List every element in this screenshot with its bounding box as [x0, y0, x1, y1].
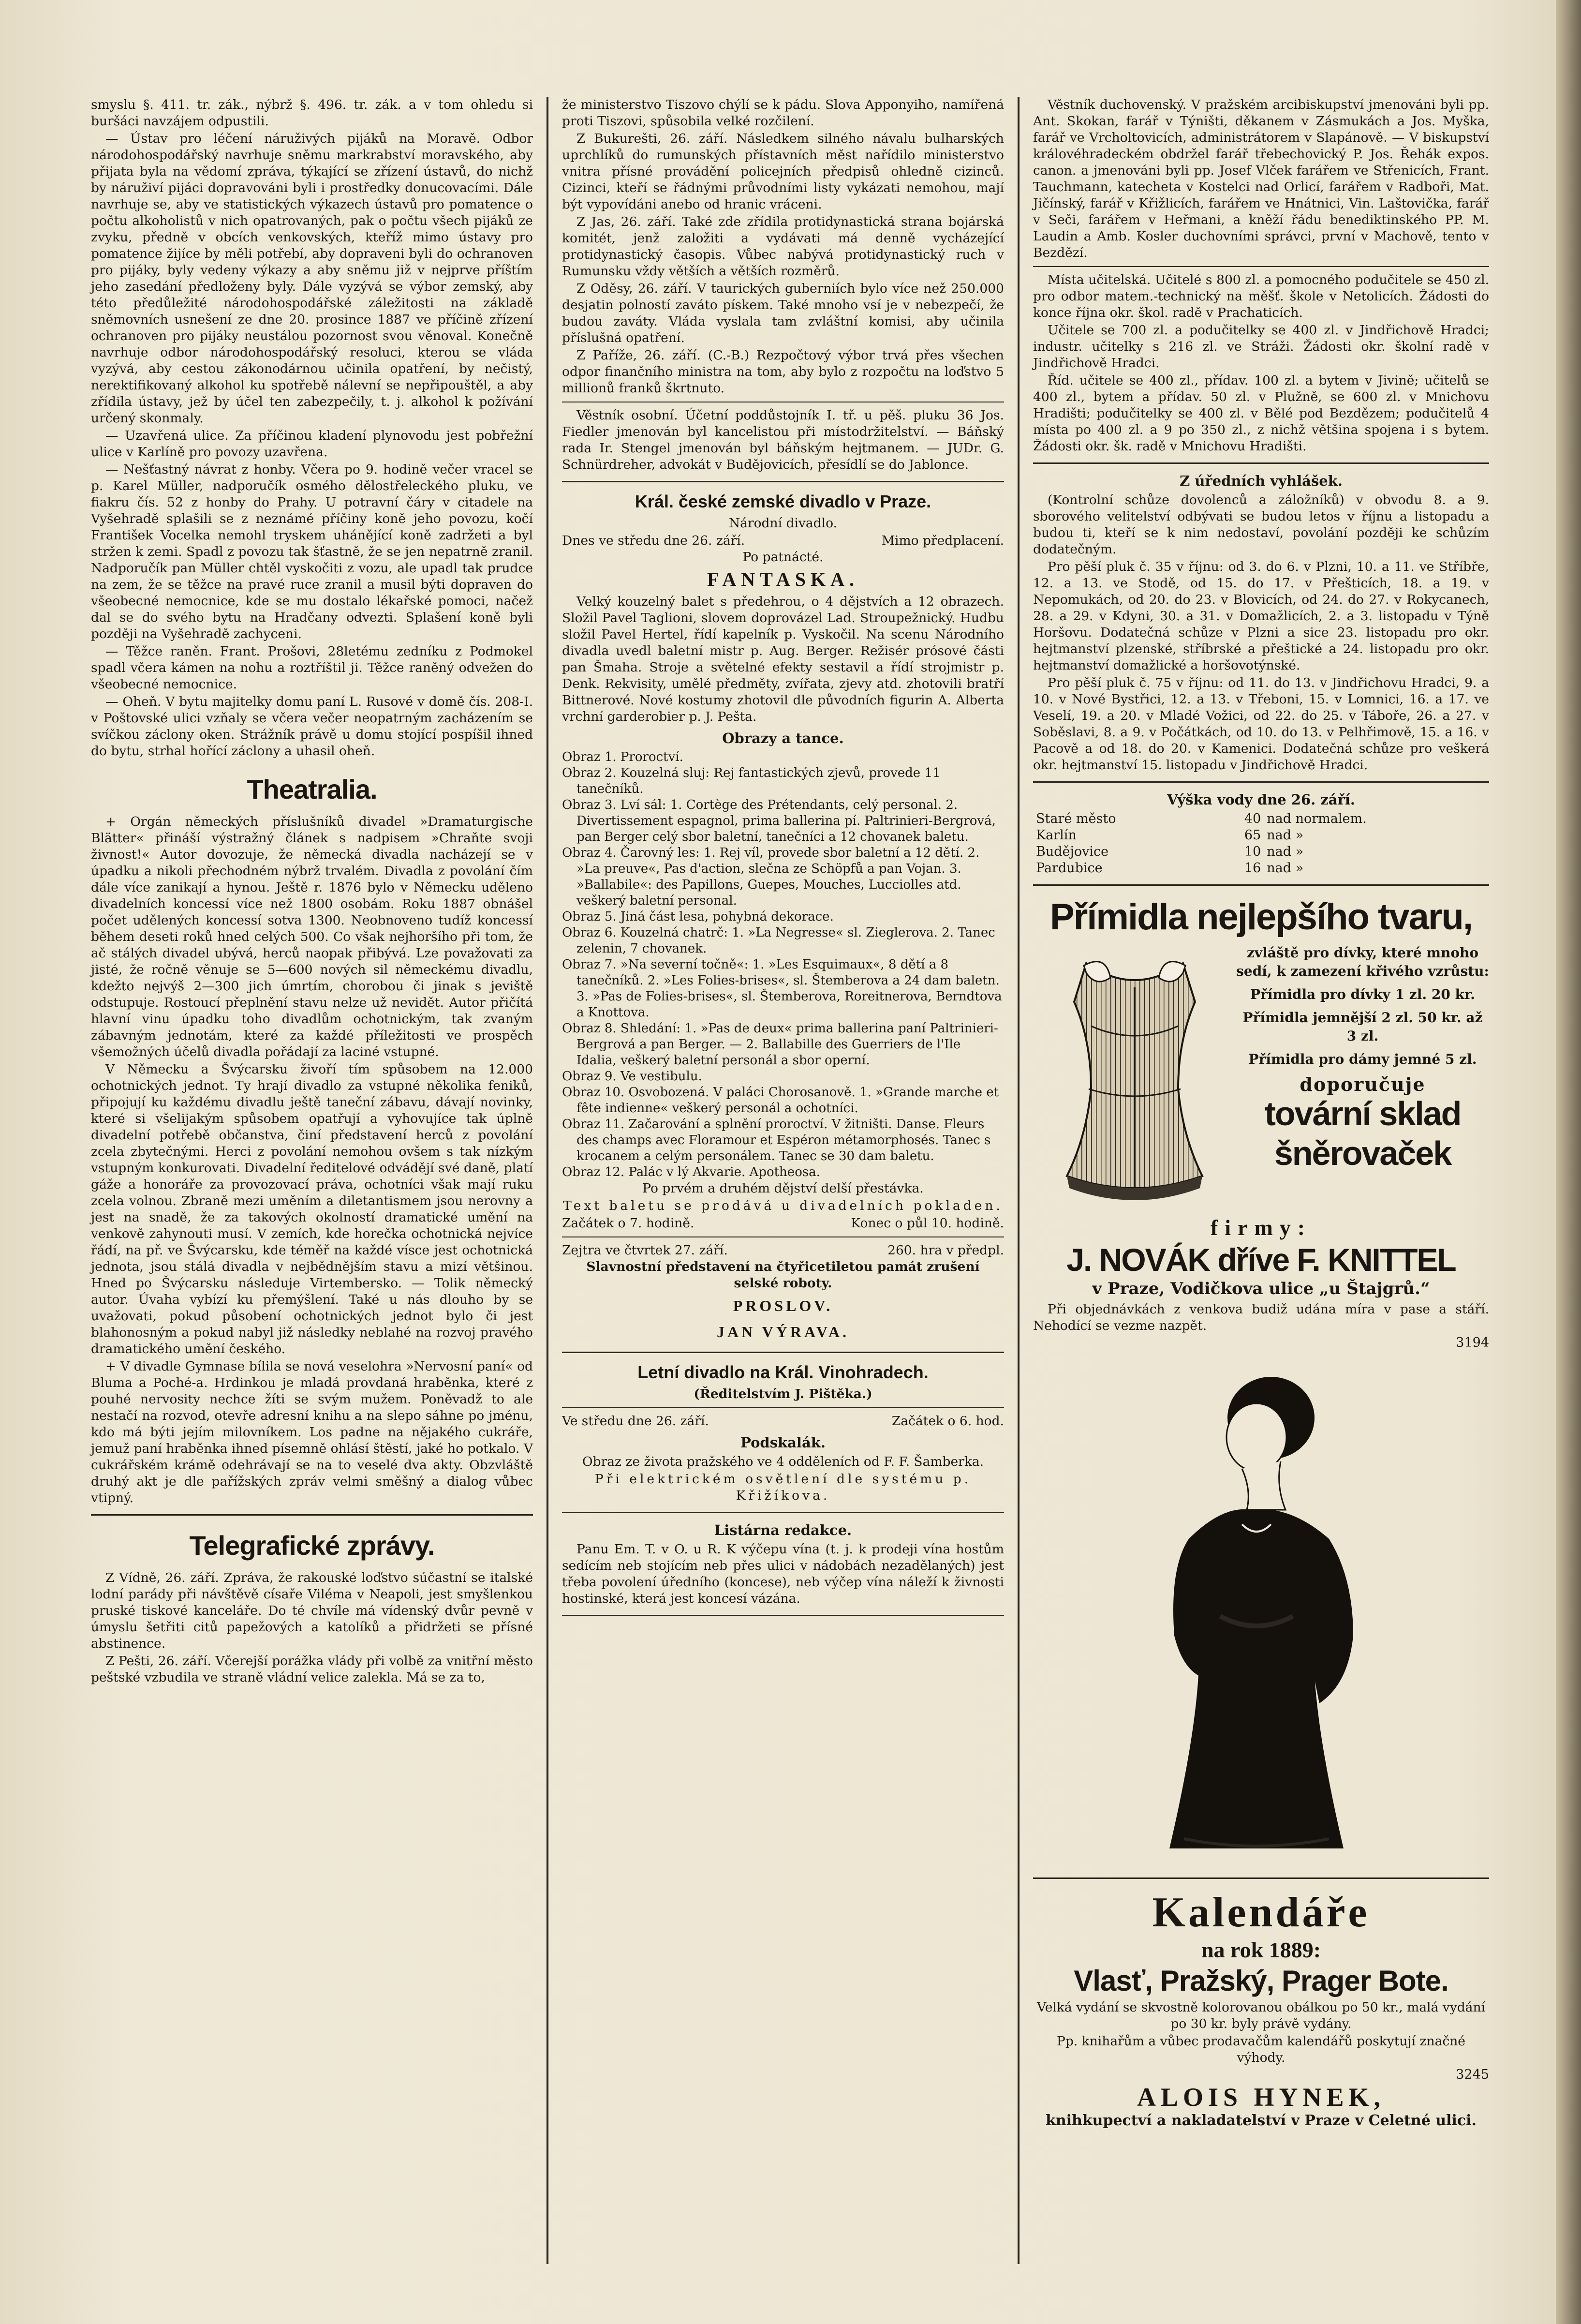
ad-line: zvláště pro dívky, které mnoho sedí, k zamezení křivého vzrůstu: [1236, 945, 1489, 979]
scene-item: Obraz 6. Kouzelná chatrč: 1. »La Negresse« sl. Zieglerova. 2. Tanec zelenin, 7 chovanek. [562, 925, 995, 956]
divider [1033, 781, 1489, 783]
water-unit: nad normalem. [1267, 811, 1367, 826]
theatre-date: Dnes ve středu dne 26. září. [562, 533, 745, 548]
ad-line: šněrovaček [1274, 1134, 1451, 1172]
theatre-subheading: Národní divadlo. [728, 516, 838, 531]
divider [562, 1352, 1004, 1353]
vinohrady-date-row [562, 1413, 1004, 1430]
article-paragraph: + V divadle Gymnase bílila se nová veselohra »Nervosní paní« od Bluma a Poché-a. Hrdinkou je mladá provdaná hraběnka, které z pouhé nervosity nechce žíti se svým mužem. Poněvadž to ale nestačí na rozvod, otevře adresní knihu a na slepo sáhne po jménu, kdo má býti jejím milovníkem. Los padne na nějakého cukráře, jemuž paní hraběnka ihned písemně ohlásí štěstí, jaké ho potkalo. V cukrářském krámě odehrávají se na to veselé dva akty. Obzvláště druhý akt je dle pařížských zpráv velmi směšný a dialog vůbec vtipný. [91, 1359, 533, 1505]
ad-line: doporučuje [1300, 1073, 1426, 1095]
calendar-ad-year: na rok 1889: [1201, 1937, 1321, 1962]
table-row [1033, 860, 1489, 877]
ad-number: 3194 [1456, 1335, 1489, 1350]
festive-performance: Slavnostní představení na čtyřicetiletou památ zrušení selské roboty. [586, 1259, 980, 1291]
calendar-ad-text: Velká vydání se skvostně kolorovanou obálkou po 50 kr., malá vydání po 30 kr. byly právě vydány. [1036, 2000, 1485, 2031]
article-paragraph: Z Oděsy, 26. září. V taurických guberniích bylo více než 250.000 desjatin polností zaváto pískem. Také mnoho vsí je v nebezpečí, že budou zaváty. Vláda vyslala tam zvláštní komisi, aby učinila příslušná opatření. [562, 281, 1004, 345]
tomorrow-play-number: 260. hra v předpl. [887, 1243, 1004, 1258]
notice-paragraph: (Kontrolní schůze dovolenců a záložníků) v obvodu 8. a 9. sborového velitelství odbývati se budou letos v říjnu a listopadu a budou ti, kteří se k nim nedostaví, povolání později ke schůzím dodatečným. [1033, 492, 1489, 557]
time-row [562, 1215, 1004, 1232]
intermission-note: Po prvém a druhém dějství delší přestávka. [642, 1181, 924, 1196]
vinohrady-date: Ve středu dne 26. září. [562, 1414, 709, 1429]
tomorrow-row [562, 1242, 1004, 1259]
listarna-title: Listárna redakce. [714, 1522, 852, 1538]
vinohrady-play-desc: Obraz ze života pražského ve 4 odděleních od F. F. Šamberka. [582, 1454, 984, 1469]
divider [1033, 266, 1489, 267]
scene-item: Obraz 4. Čarovný les: 1. Rej víl, provede sbor baletní a 12 dětí. 2. »La preuve«, Pas d'action, slečna ze Schöpfů a pan Vojan. 3. »Ballabile«: des Papillons, Guepes, Mouches, Lucciolles atd. veškerý baletní personal. [562, 846, 980, 908]
divider [91, 1514, 533, 1516]
column-1 [77, 97, 547, 2264]
table-row [1033, 827, 1489, 844]
notices-title: Z úředních vyhlášek. [1180, 473, 1343, 489]
article-paragraph: — Nešťastný návrat z honby. Včera po 9. hodině večer vracel se p. Karel Müller, nadporučík osmého dělostřeleckého pluku, ve fiakru čís. 52 z honby do Prahy. U potravní čáry v citadele na Vyšehradě splašili se z neznámé příčiny koně jeho povozu, kočí František Vocelka nemohl tryskem uhánějící koně zadržeti a byl stržen k zemi. Spadl z povozu tak šťastně, že se jen nepatrně zranil. Nadporučík pan Müller chtěl vyskočiti z vozu, ale upadl tak prudce na zem, že se těžce na pravé ruce zranil a musil býti dopraven do všeobecné nemocnice, kde se mu dostalo lékařské pomoci, načež dal se do svého bytu na Hradčany odvezti. Splašení koně byli později na Vyšehradě zachyceni. [91, 462, 533, 641]
teacher-posts: Učitele se 700 zl. a podučitelky se 400 zl. v Jindřichově Hradci; industr. učitelky s 216 zl. ve Stráži. Žádosti okr. školní radě v Jindřichově Hradci. [1033, 323, 1489, 371]
end-time: Konec o půl 10. hodině. [851, 1216, 1004, 1231]
scene-item: Obraz 8. Shledání: 1. »Pas de deux« prima ballerina paní Paltrinieri-Bergrová a pan Berger. — 2. Ballabille des Guerriers de l'Ile Idalia, veškerý baletní personál a sbor operní. [562, 1021, 998, 1068]
ad-note: Při objednávkách z venkova budiž udána míra v pase a stáří. Nehodící se vezme nazpět. [1033, 1302, 1489, 1333]
woman-illustration [1033, 1365, 1489, 1858]
water-place: Staré město [1036, 811, 1116, 826]
water-value: 40 [1244, 811, 1261, 826]
theatre-subscription: Mimo předplacení. [881, 533, 1004, 548]
scene-item: Obraz 12. Palác v lý Akvarie. Apotheosa. [562, 1165, 820, 1179]
water-place: Karlín [1036, 828, 1077, 843]
article-paragraph: Z Vídně, 26. září. Zpráva, že rakouské loďstvo súčastní se italské lodní parády při návštěvě císaře Viléma v Neapoli, jest smyšlenkou pruské tiskové kanceláře. Do té chvíle má vídenský dvůr pevně v úmyslu šetřiti citů papežových a katolíků a přidržeti se přísné abstinence. [91, 1570, 533, 1651]
prologue-title: PROSLOV. [733, 1297, 833, 1314]
ad-line: Přímidla pro dívky 1 zl. 20 kr. [1250, 986, 1475, 1002]
calendar-advertisement [1033, 1889, 1489, 2129]
notice-paragraph: Pro pěší pluk č. 75 v říjnu: od 11. do 13. v Jindřichovu Hradci, 9. a 10. v Nové Bystřici, 12. a 13. v Třeboni, 15. v Lomnici, 16. a 17. ve Veselí, 19. a 20. v Mladé Vožici, od 22. do 25. v Táboře, 26. a 27. v Soběslavi, 8. a 9. v Počátkách, od 10. do 13. v Pelhřimově, 15. a 16. v Pacově a od 18. do 20. v Kamenici. Dodatečná schůze pro veškerá okr. hejtmanství 15. listopadu v Jindřichově Hradci. [1033, 675, 1489, 773]
scene-item: Obraz 7. »Na severní točně«: 1. »Les Esquimaux«, 8 dětí a 8 tanečníků. 2. »Les Folies-brises«, sl. Štemberova a 24 dam baletn. 3. »Pas de Folies-brises«, sl. Štemberova, Roreitnerova, Berndtova a Knottova. [562, 957, 1002, 1020]
scene-item: Obraz 10. Osvobozená. V paláci Chorosanově. 1. »Grande marche et fête indienne« veškerý personál a ochotníci. [562, 1085, 999, 1116]
article-paragraph: smyslu §. 411. tr. zák., nýbrž §. 496. tr. zák. a v tom ohledu si buršáci navzájem odpustili. [91, 97, 533, 129]
calendar-ad-firm-sub: knihkupectví a nakladatelství v Praze v Celetné ulici. [1046, 2112, 1477, 2129]
corset-ad-body [1033, 944, 1489, 1215]
article-paragraph: Z Jas, 26. září. Také zde zřídila protidynastická strana bojárská komitét, jenž založiti a vydávati má denně vycházející protidynastický časopis. Vůbec nabývá protidynastický ruch v Rumunsku vždy větších a větších rozměrů. [562, 214, 1004, 279]
scene-item: Obraz 9. Ve vestibulu. [562, 1069, 702, 1084]
start-time: Začátek o 7. hodině. [562, 1216, 694, 1231]
ad-line: tovární sklad [1264, 1095, 1461, 1132]
divider [562, 1512, 1004, 1513]
listarna-text: Panu Em. T. v O. u R. K výčepu vína (t. j. k prodeji vína hostům sedícím neb stojícím neb přes ulici v nádobách nezadělaných) jest třeba povolení úředního (koncese), neb výčep vína náleží k živnosti hostinské, která jest koncesí vázána. [562, 1542, 1004, 1606]
theatre-heading: Král. české zemské divadlo v Praze. [635, 492, 931, 511]
vinohrady-lighting: Při elektrickém osvětlení dle systému p. Křižíkova. [594, 1472, 972, 1503]
scene-item: Obraz 5. Jiná část lesa, pohybná dekorace. [562, 909, 834, 924]
calendar-ad-title: Kalendáře [1152, 1889, 1370, 1936]
article-paragraph: — Uzavřená ulice. Za příčinou kladení plynovodu jest pobřežní ulice v Karlíně pro povozy uzavřena. [91, 428, 533, 460]
article-paragraph: — Ústav pro léčení náruživých pijáků na Moravě. Odbor národohospodářský navrhuje sněmu markrabství moravského, aby přijata byla na vědomí zpráva, týkající se zřízení ústavů, do nichž by náruživí pijáci dopravováni byli i prostředky donucovacími. Dále navrhuje se, aby ve statistických výkazech ústavů pro pomatence o počtu alkoholistů v nich opatrovaných, pak o počtu všech pijáků ze zvyku, předně v obcích venkovských, kteříž mimo ústavy pro pomatence žijíce by měli potřebí, aby dopraveni byli do ochranoven pro pijáky, byly vedeny výkazy a aby sněmu již v nejprve příštím jeho zasedání předloženy byly. Dále vyzývá se výbor zemský, aby této předůležité národohospodářské záležitosti na základě sněmovních usnešení ze dne 20. prosince 1887 ve příčině zřízení ochranoven pro pijáky neustálou pozornost svou věnoval. Konečně navrhuje odbor národohospodářský resoluci, kterou se vláda vyzývá, aby cestou zákonodárnou učinila opatření, by nečistý, nerektifikovaný alkohol ku spotřebě nálevní se nepřipouštěl, a aby zřídila ústavy, jež by účel ten zabezpečily, t. j. alkohol k požívání určený skonmaly. [91, 131, 533, 426]
ad-number: 3245 [1456, 2067, 1489, 2082]
column-2 [548, 97, 1018, 2264]
ad-line: Přímidla pro dámy jemné 5 zl. [1248, 1051, 1477, 1067]
theatre-performance-number: Po patnácté. [742, 550, 824, 565]
section-title-telegraphs: Telegrafické zprávy. [189, 1530, 435, 1561]
personal-news: Věstník osobní. Účetní poddůstojník I. tř. u pěš. pluku 36 Jos. Fiedler jmenován byl kancelistou při místodržitelství. — Báňský rada Ir. Stengel jmenován byl báňským hejtmanem. — JUDr. G. Schnürdreher, advokát v Budějovicích, přesídlí se do Jablonce. [562, 408, 1004, 472]
calendar-ad-names: Vlasť, Pražský, Prager Bote. [1074, 1965, 1448, 1997]
article-paragraph: Z Pešti, 26. září. Včerejší porážka vlády při volbě za vnitřní město peštské vzbudila ve straně vládní velice zalekla. Má se za to, [91, 1654, 533, 1685]
scene-list [562, 749, 1004, 1180]
scenes-title: Obrazy a tance. [722, 730, 844, 746]
water-value: 10 [1244, 844, 1261, 859]
article-paragraph: — Oheň. V bytu majitelky domu paní L. Rusové v domě čís. 208-I. v Poštovské ulici vzňaly se včera večer neopatrným zacházením se svíčkou záclony oken. Strážník právě u domu stojící pospíšil ihned do bytu, strhal hořící záclony a uhasil oheň. [91, 694, 533, 759]
teacher-posts: Místa učitelská. Učitelé s 800 zl. a pomocného podučitele se 450 zl. pro odbor matem.-technický na měšť. škole v Netolicích. Žádosti do konce října okr. škol. radě v Prachaticích. [1033, 272, 1489, 320]
vinohrady-subheading: (Ředitelstvím J. Pištěka.) [694, 1386, 872, 1401]
article-paragraph: Z Bukurešti, 26. září. Následkem silného návalu bulharských uprchlíků do rumunských přístavních měst nařídilo ministerstvo vnitra přísné provádění policejních předpisů ohledně cizinců. Cizinci, kteří se řádnými průvodními listy vykázati nemohou, mají být vypovídáni anebo od hranic vráceni. [562, 131, 1004, 212]
corset-ad-text [1236, 944, 1489, 1173]
vinohrady-play-title: Podskalák. [740, 1434, 826, 1451]
vinohrady-heading: Letní divadlo na Král. Vinohradech. [637, 1362, 929, 1382]
divider [562, 1615, 1004, 1616]
play-description: Velký kouzelný balet s předehrou, o 4 dějstvích a 12 obrazech. Složil Pavel Taglioni, slovem doprovázel Lad. Stroupežnický. Hudbu složil Pavel Hertel, řídí kapelník p. Vyskočil. Na scenu Národního divadla uvedl baletní mistr p. Aug. Berger. Režisér prósové části pan Šmaha. Stroje a světelné efekty sestavil a řídí strojmistr p. Denk. Rekvisity, umělé předměty, zvířata, zjevy atd. zhotovili bratří Bittnerové. Nové kostumy zhotovil dle původních figurin A. Alberta vrchní garderobier p. J. Pešta. [562, 594, 1004, 724]
ad-line: Přímidla jemnější 2 zl. 50 kr. až 3 zl. [1242, 1010, 1483, 1044]
water-value: 65 [1244, 828, 1261, 843]
divider [562, 1407, 1004, 1408]
play-title: FANTASKA. [707, 568, 859, 590]
article-paragraph: + Orgán německých příslušníků divadel »Dramaturgische Blätter« přináší výstražný článek s nadpisem »Chraňte svoji živnost!« Autor dovozuje, že německá divadla nacházejí se v úpadku a nikoli přechodném nýbrž trvalém. Divadla z povolání čím dále více zanikají a hynou. Ještě r. 1876 bylo v Německu uděleno divadelních koncessí více než 1800 osobám. Roku 1887 obnášel počet udělených koncessí sotva 1300. Neobnoveno tudíž koncessí během deseti roků hned celých 500. Co však nejhoršího při tom, že ač stálých divadel ubývá, herců naopak přibývá. Lze považovati za jisté, že ročně věnuje se 5—600 nových sil německému divadlu, kdežto nejvýš 2—300 jich úmrtím, chorobou či jinak s jeviště odstupuje. Rostoucí přeplnění stavu nelze už nevidět. Autor přičítá hlavní vinu úpadku toho divadlům ochotnickým, tak zvaným zábavným jednotám, které za každé příležitosti ve prospěch všemožných účelů divadla pořádají za laciné vstupné. [91, 814, 533, 1059]
ad-headline: Přímidla nejlepšího tvaru, [1050, 896, 1472, 938]
divider [562, 1236, 1004, 1237]
column-3 [1020, 97, 1503, 2264]
scene-item: Obraz 2. Kouzelná sluj: Rej fantastických zjevů, provede 11 tanečníků. [562, 766, 941, 796]
article-paragraph: že ministerstvo Tiszovo chýlí se k pádu. Slova Apponyiho, namířená proti Tiszovi, spůsobila velké rozčilení. [562, 97, 1004, 129]
divider [562, 481, 1004, 482]
water-unit: nad » [1267, 828, 1304, 843]
tomorrow-date: Zejtra ve čtvrtek 27. září. [562, 1243, 728, 1258]
theatre-date-row [562, 533, 1004, 549]
article-paragraph: V Německu a Švýcarsku živoří tím spůsobem na 12.000 ochotnických jednot. Ty hrají divadlo za vstupné několika feniků, připojují ku každému divadlu ještě taneční zábavu, dávají novinky, které si všelijakým spůsobem opatřují a vyhovujíce tak úplně divadelní potřebě občanstva, činí představení herců z povolání zcela zbytečnými. Herci z povolání nemohou ovšem s tak nízkým vstupným konkurovati. Divadelní ředitelové odvádějí své daně, platí gáže a honoráře za provozovací práva, ochotníci však mají ruku zcela volnou. Zbraně mezi uměním a diletantismem jsou nerovny a jest na snadě, že za takových okolností dramatické umění na venkově zahynouti musí. V zemích, kde horečka ochotnická nejvíce řádí, na př. ve Švýcarsku, kde téměř na každé vísce jest ochotnická jednota, jsou stálá divadla v nejbědnějším stavu a mizí většinou. Hned po Švýcarsku následuje Virtembersko. — Tolik německý autor. Úvaha vybízí ku přemýšlení. Také u nás dlouho by se uvažovati, pokud působení ochotnických jednot bylo či jest blahonosným a pokud nabyl již následky neblahé na rozvoj pravého dramatického umění českého. [91, 1062, 533, 1356]
calendar-ad-firm: ALOIS HYNEK, [1137, 2083, 1386, 2112]
divider [1033, 462, 1489, 464]
water-unit: nad » [1267, 844, 1304, 859]
teacher-posts: Říd. učitele se 400 zl., přídav. 100 zl. a bytem v Jivině; učitelů se 400 zl., bytem a přídav. 50 zl. v Plužně, se 600 zl. v Mnichovu Hradišti; podučitelky se 400 zl. v Bělé pod Bezdězem; podučitelů 4 místa po 400 zl. a 9 po 350 zl., z nichž většina spojena i s bytem. Žádosti okr. šk. radě v Mnichovu Hradišti. [1033, 373, 1489, 454]
article-paragraph: Z Paříže, 26. září. (C.-B.) Rezpočtový výbor trvá přes všechen odpor finančního ministra na tom, aby bylo z rozpočtu na loďstvo 5 millionů franků škrtnuto. [562, 348, 1004, 396]
calendar-ad-text: Pp. knihařům a vůbec prodavačům kalendářů poskytují značné výhody. [1057, 2034, 1465, 2065]
columns [77, 97, 1508, 2264]
water-level-table [1033, 811, 1489, 877]
table-row [1033, 811, 1489, 827]
table-row [1033, 844, 1489, 860]
corset-illustration-icon [1033, 944, 1236, 1215]
water-value: 16 [1244, 861, 1261, 876]
water-place: Budějovice [1036, 844, 1109, 859]
divider [1033, 1877, 1489, 1879]
textbook-note: Text baletu se prodává u divadelních pokladen. [563, 1198, 1003, 1213]
vinohrady-start: Začátek o 6. hod. [891, 1414, 1004, 1429]
water-unit: nad » [1267, 861, 1304, 876]
scene-item: Obraz 1. Proroctví. [562, 750, 683, 764]
corset-advertisement [1033, 895, 1489, 1350]
divider [1033, 884, 1489, 886]
woman-portrait-icon [1126, 1365, 1397, 1858]
water-place: Pardubice [1036, 861, 1103, 876]
water-level-title: Výška vody dne 26. září. [1167, 791, 1355, 808]
article-paragraph: — Těžce raněn. Frant. Prošovi, 28letému zedníku z Podmokel spadl včera kámen na nohu a roztříštil ji. Těžce raněný odvežen do všeobecné nemocnice. [91, 644, 533, 692]
ad-firm-name: J. NOVÁK dříve F. KNITTEL [1066, 1242, 1456, 1278]
play-title-2: JAN VÝRAVA. [716, 1323, 850, 1341]
scene-item: Obraz 11. Začarování a splnění proroctví. V žitništi. Danse. Fleurs des champs avec Floramour et Espéron métamorphosés. Tanec s krocanem a celým personálem. Tanec se 30 dam baletu. [562, 1117, 991, 1163]
notice-paragraph: Pro pěší pluk č. 35 v říjnu: od 3. do 6. v Plzni, 10. a 11. ve Stříbře, 12. a 13. ve Stodě, od 15. do 17. v Přešticích, 18. a 19. v Nepomukách, od 20. do 23. v Blovicích, od 24. do 27. v Rokycanech, 28. a 29. v Kdyni, 30. a 31. v Domažlicích, 2. a 3. listopadu v Týně Horšovu. Dodatečná schůze v Plzni a sice 23. listopadu pro okr. hejtmanství plzenské, stříbrské a přeštické a 24. listopadu pro okr. hejtmanství domažlické a horšovotýnské. [1033, 559, 1489, 673]
section-title-theatralia: Theatralia. [247, 774, 377, 804]
ad-line: firmy: [1210, 1215, 1312, 1240]
clergy-news: Věstník duchovenský. V pražském arcibiskupství jmenováni byli pp. Ant. Skokan, farář v Týništi, děkanem v Zásmukách a Jos. Myška, farář ve Vrcholtovicích, administrátorem v Slapánově. — V biskupství královéhradeckém obdržel farář třebechovický P. Jos. Řehák expos. canon. a jmenováni byli pp. Josef Vlček farářem ve Střenicích, Frant. Tauchmann, katecheta v Kostelci nad Orlicí, farářem v Radboři, Mat. Jičínský, farář v Křižlicích, farářem ve Hnátnici, Vin. Laštovička, farář v Seči, farářem v Heřmani, a kněží řádu benediktinského PP. M. Laudin a Amb. Kosler duchovními správci, první v Machově, tento v Bezdězí. [1033, 97, 1489, 260]
ad-address: v Praze, Vodičkova ulice „u Štajgrů.“ [1092, 1279, 1430, 1298]
scene-item: Obraz 3. Lví sál: 1. Cortège des Prétendants, celý personal. 2. Divertissement espagnol, prima ballerina pí. Paltrinieri-Bergrová, pan Berger celý sbor baletní, tanečníci a 12 chovanek baletu. [562, 798, 996, 844]
page-edge-shadow [1556, 0, 1581, 2324]
